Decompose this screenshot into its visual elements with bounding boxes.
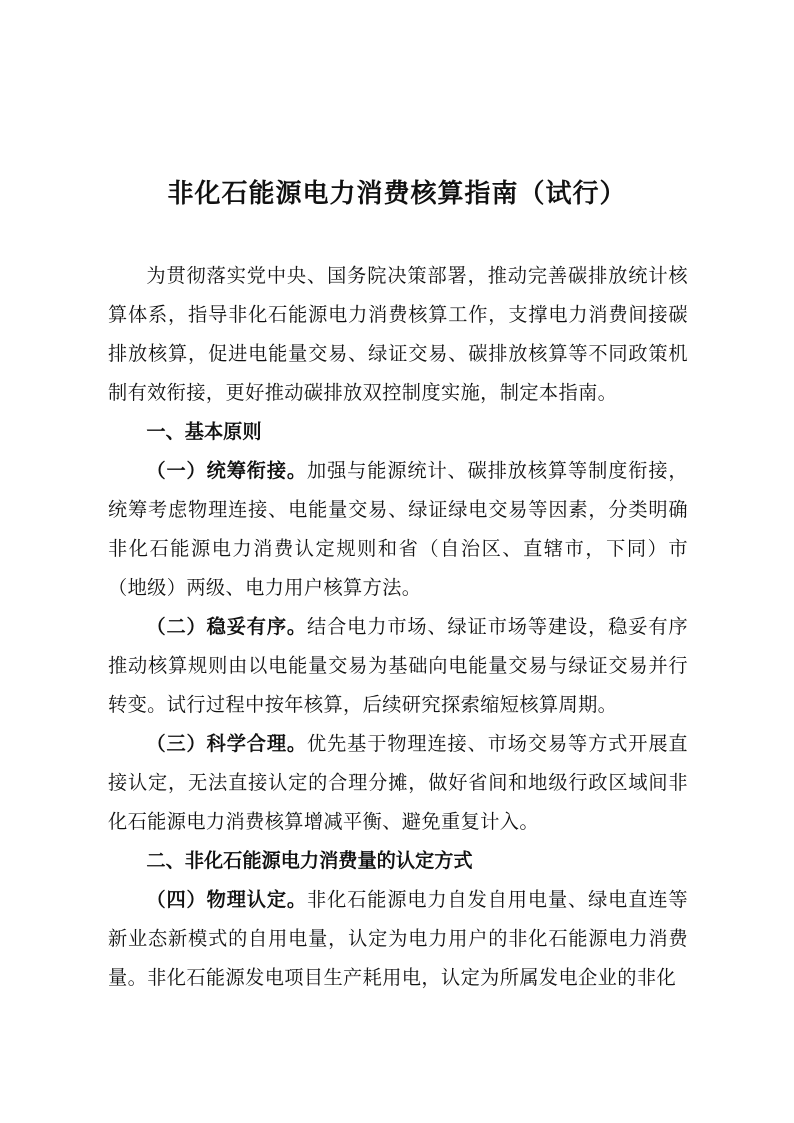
- principle-lead-1: （一）统筹衔接。: [146, 459, 308, 482]
- document-body: [108, 256, 688, 997]
- recognition-paragraph-4: [108, 880, 688, 997]
- principle-paragraph-3: [108, 724, 688, 841]
- section-heading-basic-principles: 一、基本原则: [146, 420, 262, 443]
- principle-lead-2: （二）稳妥有序。: [146, 615, 308, 638]
- intro-paragraph: 为贯彻落实党中央、国务院决策部署，推动完善碳排放统计核算体系，指导非化石能源电力消费核算工作，支撑电力消费间接碳排放核算，促进电能量交易、绿证交易、碳排放核算等不同政策机制有效衔接，更好推动碳排放双控制度实施，制定本指南。: [108, 264, 688, 404]
- principle-lead-3: （三）科学合理。: [146, 732, 308, 755]
- principle-text-2: 结合电力市场、绿证市场等建设，稳妥有序推动核算规则由以电能量交易为基础向电能量交易与绿证交易并行转变。试行过程中按年核算，后续研究探索缩短核算周期。: [108, 615, 688, 716]
- principle-paragraph-1: [108, 451, 688, 607]
- document-title: 非化石能源电力消费核算指南（试行）: [167, 179, 627, 209]
- recognition-lead-4: （四）物理认定。: [146, 888, 308, 911]
- recognition-text-4: 非化石能源电力自发自用电量、绿电直连等新业态新模式的自用电量，认定为电力用户的非化石能源电力消费量。非化石能源发电项目生产耗用电，认定为所属发电企业的非化: [108, 888, 688, 989]
- principle-paragraph-2: [108, 607, 688, 724]
- principle-text-3: 优先基于物理连接、市场交易等方式开展直接认定，无法直接认定的合理分摊，做好省间和地级行政区域间非化石能源电力消费核算增减平衡、避免重复计入。: [108, 732, 688, 833]
- section-heading-recognition: 二、非化石能源电力消费量的认定方式: [146, 849, 473, 872]
- principle-text-1: 加强与能源统计、碳排放核算等制度衔接，统筹考虑物理连接、电能量交易、绿证绿电交易等因素，分类明确非化石能源电力消费认定规则和省（自治区、直辖市，下同）市（地级）两级、电力用户核算方法。: [108, 459, 688, 599]
